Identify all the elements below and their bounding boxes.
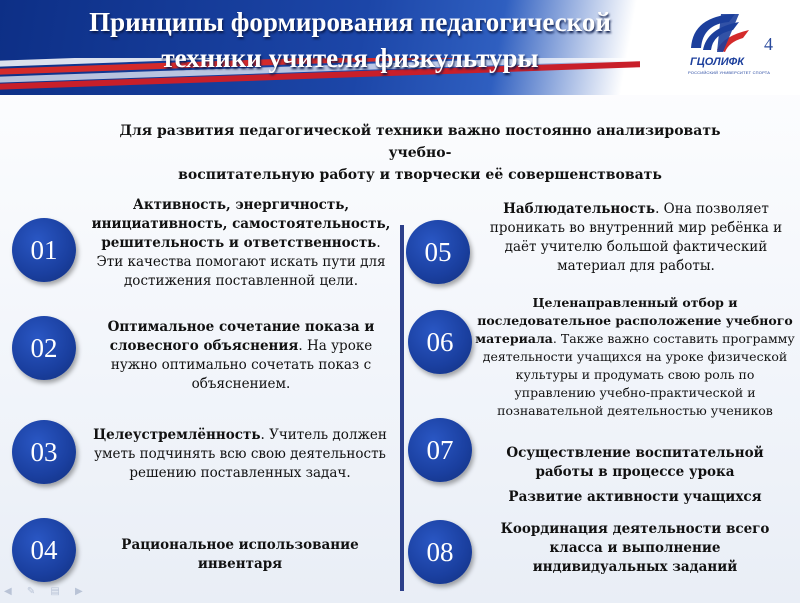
principle-07-extra: Развитие активности учащихся bbox=[508, 489, 762, 505]
principle-01: Активность, энергичность, инициативность, самостоятельность, решительность и ответственность. Эти качества помогают искать пути для достижения поставленной цели. bbox=[91, 197, 391, 289]
principle-06: Целенаправленный отбор и последовательное расположение учебного материала. Также важно составить программу деятельности учащихся на уроке физической культуры и продумать свою роль по управлению учебно-практической и познавательной деятельностью учеников bbox=[475, 295, 795, 418]
slide-nav-icons[interactable]: ◀ ✎ ▤ ▶ bbox=[4, 586, 89, 597]
logo-text: ГЦОЛИФК bbox=[690, 56, 745, 68]
number-badge-02: 02 bbox=[12, 316, 76, 380]
logo-subtext: РОССИЙСКИЙ УНИВЕРСИТЕТ СПОРТА bbox=[688, 70, 771, 75]
page-title: Принципы формирования педагогической техники учителя физкультуры bbox=[89, 7, 611, 73]
principle-04: Рациональное использование инвентаря bbox=[121, 537, 359, 572]
principle-03: Целеустремлённость. Учитель должен уметь подчинять всю свою деятельность решению поставленных задач. bbox=[93, 427, 387, 481]
page-number: 4 bbox=[764, 34, 773, 54]
number-badge-06: 06 bbox=[408, 310, 472, 374]
number-badge-04: 04 bbox=[12, 518, 76, 582]
number-badge-03: 03 bbox=[12, 420, 76, 484]
principle-07: Осуществление воспитательной работы в процессе урока bbox=[506, 445, 764, 480]
center-divider bbox=[400, 225, 404, 591]
principle-05: Наблюдательность. Она позволяет проникать во внутренний мир ребёнка и даёт учителю большой фактический материал для работы. bbox=[489, 201, 783, 274]
number-badge-07: 07 bbox=[408, 418, 472, 482]
principle-08: Координация деятельности всего класса и выполнение индивидуальных заданий bbox=[500, 521, 770, 575]
intro-text: Для развития педагогической техники важно постоянно анализировать учебно- воспитательную работу и творчески её совершенствовать bbox=[119, 123, 721, 183]
number-badge-08: 08 bbox=[408, 520, 472, 584]
principle-02: Оптимальное сочетание показа и словесного объяснения. На уроке нужно оптимально сочетать показ с объяснением. bbox=[107, 319, 375, 392]
number-badge-01: 01 bbox=[12, 218, 76, 282]
number-badge-05: 05 bbox=[406, 220, 470, 284]
